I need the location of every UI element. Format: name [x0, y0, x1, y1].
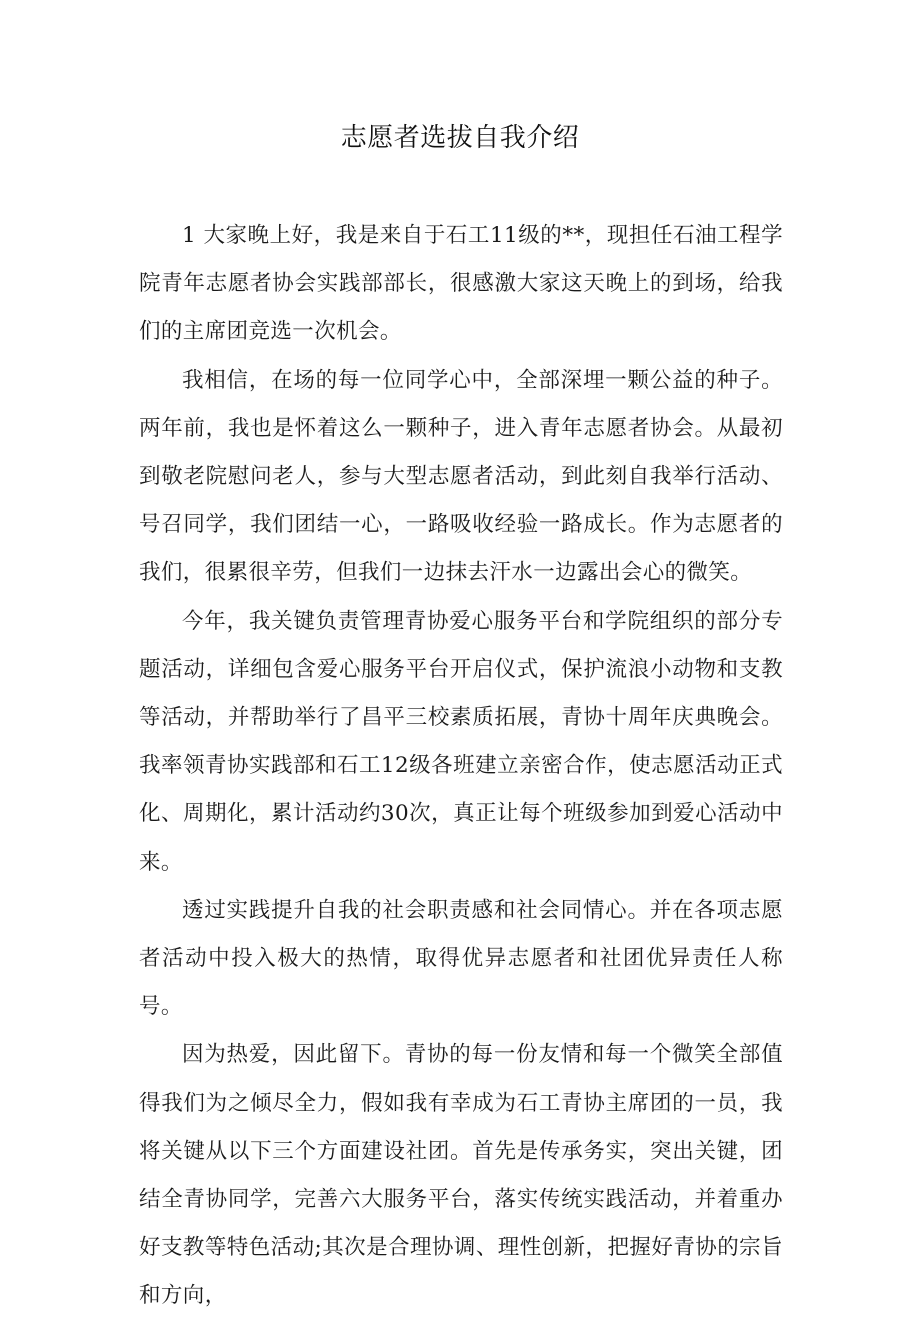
- paragraph-4: 透过实践提升自我的社会职责感和社会同情心。并在各项志愿者活动中投入极大的热情，取得优异志愿者和社团优异责任人称号。: [139, 897, 783, 1020]
- paragraph-3: 今年，我关键负责管理青协爱心服务平台和学院组织的部分专题活动，详细包含爱心服务平台开启仪式，保护流浪小动物和支教等活动，并帮助举行了昌平三校素质拓展，青协十周年庆典晚会。我率领青协实践部和石工12级各班建立亲密合作，使志愿活动正式化、周期化，累计活动约30次，真正让每个班级参加到爱心活动中来。: [139, 608, 783, 875]
- paragraph-2: 我相信，在场的每一位同学心中，全部深埋一颗公益的种子。两年前，我也是怀着这么一颗种子，进入青年志愿者协会。从最初到敬老院慰问老人，参与大型志愿者活动，到此刻自我举行活动、号召同学，我们团结一心，一路吸收经验一路成长。作为志愿者的我们，很累很辛劳，但我们一边抹去汗水一边露出会心的微笑。: [139, 367, 783, 586]
- paragraph-1: 1 大家晚上好，我是来自于石工11级的**，现担任石油工程学院青年志愿者协会实践部部长，很感激大家这天晚上的到场，给我们的主席团竞选一次机会。: [139, 223, 783, 345]
- paragraph-5: 因为热爱，因此留下。青协的每一份友情和每一个微笑全部值得我们为之倾尽全力，假如我有幸成为石工青协主席团的一员，我将关键从以下三个方面建设社团。首先是传承务实，突出关键，团结全青协同学，完善六大服务平台，落实传统实践活动，并着重办好支教等特色活动;其次是合理协调、理性创新，把握好青协的宗旨和方向，: [139, 1042, 783, 1309]
- document-title: 志愿者选拔自我介绍: [340, 123, 580, 153]
- document-body: [139, 212, 783, 1321]
